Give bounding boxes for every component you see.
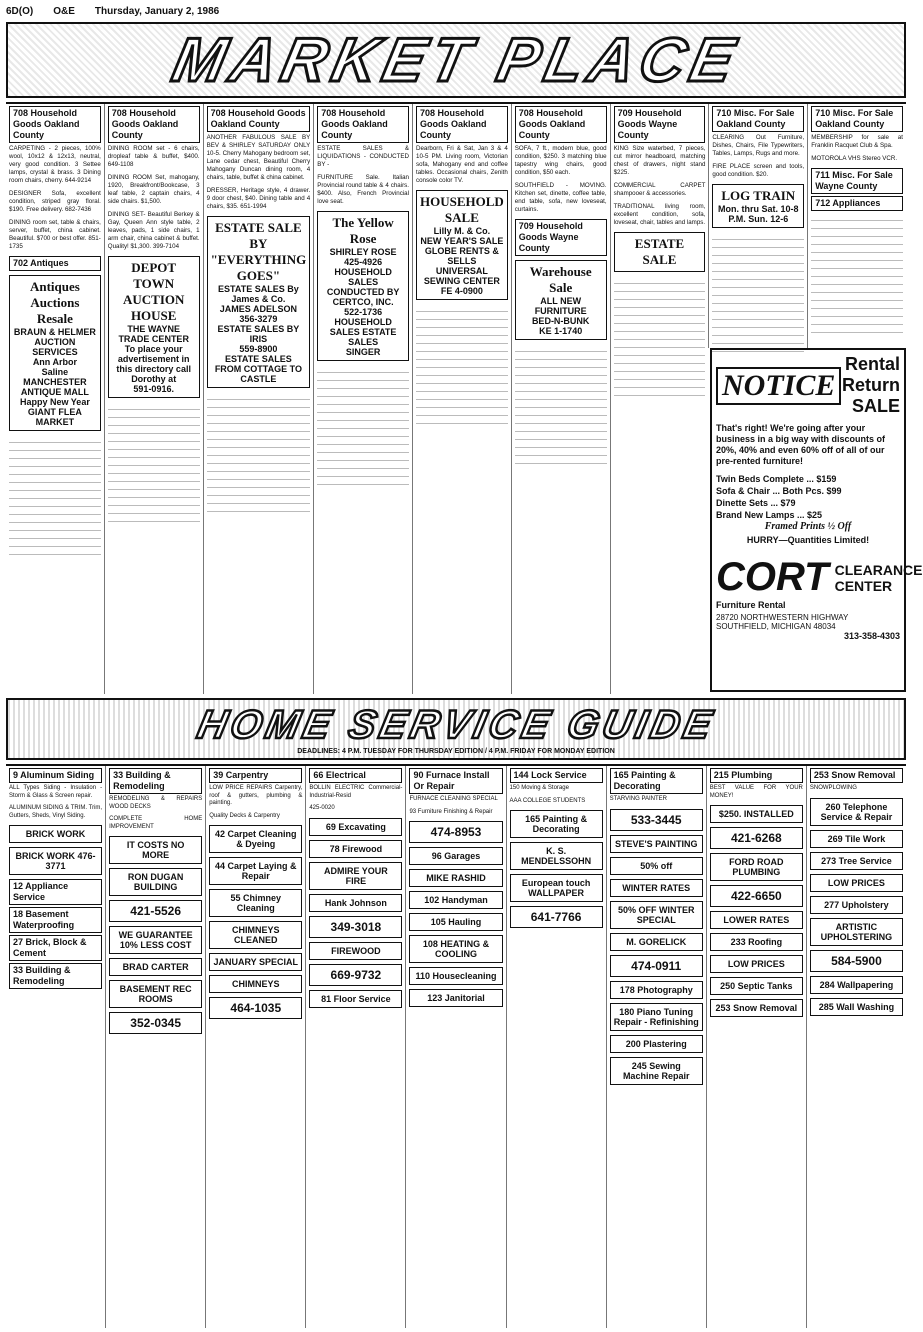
market-place-banner xyxy=(6,22,906,98)
text-filler xyxy=(515,344,607,464)
display-ad-line: 165 Painting & Decorating xyxy=(525,814,588,835)
service-display-ad xyxy=(309,942,402,960)
display-ad-line: 349-3018 xyxy=(330,919,382,934)
display-ad-line: 245 Sewing Machine Repair xyxy=(622,1060,690,1081)
service-ad: ALUMINUM SIDING & TRIM. Trim, Gutters, Sheds, Vinyl Siding. xyxy=(9,805,103,819)
service-display-ad xyxy=(309,964,402,986)
column-heading: 709 Household Goods Wayne County xyxy=(614,106,706,143)
framed-prints: Framed Prints ½ Off xyxy=(764,521,852,532)
display-ad-line: LOWER RATES xyxy=(723,915,790,926)
display-ad-line: Lilly M. & Co. xyxy=(433,226,491,236)
service-display-ad xyxy=(710,933,803,951)
service-display-ad xyxy=(9,825,102,843)
classified-ad: Dearborn, Fri & Sat, Jan 3 & 4 10-5 PM. Living room, Victorian sofa, Mahogany end and coffee tables. Occasional chairs, Zenith console color TV. xyxy=(416,145,508,184)
display-ad xyxy=(108,256,200,398)
display-ad-line: 96 Garages xyxy=(431,851,481,862)
service-display-ad xyxy=(710,999,803,1017)
text-filler xyxy=(207,392,311,512)
column-heading: 33 Building & Remodeling xyxy=(109,768,202,794)
display-ad-line: JAMES ADELSON xyxy=(219,304,297,314)
service-column xyxy=(6,766,105,1328)
column-subheading: 33 Building & Remodeling xyxy=(9,963,102,989)
service-column xyxy=(506,766,606,1328)
service-column xyxy=(606,766,706,1328)
service-display-ad xyxy=(510,842,603,870)
service-ad: SNOWPLOWING xyxy=(809,785,857,791)
classified-ad: CLEARING Out Furniture, Dishes, Chairs, File Typewriters, Tables, Lamps, Rugs and more. xyxy=(712,134,805,157)
column-heading: 710 Misc. For Sale Oakland County xyxy=(811,106,903,132)
service-column xyxy=(806,766,906,1328)
service-display-ad xyxy=(109,926,202,954)
display-ad-line: 269 Tile Work xyxy=(827,833,886,844)
display-ad-line: THE WAYNE TRADE CENTER xyxy=(118,324,189,344)
service-display-ad xyxy=(610,1057,703,1085)
text-filler xyxy=(712,232,804,352)
service-display-ad xyxy=(309,818,402,836)
display-ad-line: Antiques Auctions Resale xyxy=(29,279,80,326)
display-ad-line: FE 4-0900 xyxy=(440,286,483,296)
display-ad-line: IT COSTS NO MORE xyxy=(126,840,185,861)
market-column xyxy=(807,104,906,348)
service-display-ad xyxy=(409,967,502,985)
display-ad-line: ESTATE SALE BY "EVERYTHING GOES" xyxy=(210,220,307,283)
display-ad-line: ALL NEW FURNITURE xyxy=(534,296,587,316)
display-ad-line: 356-3279 xyxy=(239,314,278,324)
column-subheading: 12 Appliance Service xyxy=(9,879,102,905)
display-ad xyxy=(416,190,508,300)
service-ad: COMPLETE HOME IMPROVEMENT xyxy=(109,816,203,830)
service-ad: 93 Furniture Finishing & Repair xyxy=(409,808,493,815)
display-ad-line: 69 Excavating xyxy=(325,821,386,832)
display-ad-line: 474-0911 xyxy=(631,958,682,973)
sale-item: Twin Beds Complete ... $159 xyxy=(716,474,837,484)
service-ad: BEST VALUE FOR YOUR MONEY! xyxy=(709,785,803,799)
service-display-ad xyxy=(109,900,202,922)
display-ad-line: 105 Hauling xyxy=(430,917,482,928)
service-display-ad xyxy=(610,1003,703,1031)
service-display-ad xyxy=(710,853,803,881)
display-ad-line: STEVE'S PAINTING xyxy=(614,838,698,849)
running-header xyxy=(6,6,906,20)
display-ad-line: BRICK WORK xyxy=(25,829,86,840)
service-ad: 425-0020 xyxy=(309,805,335,812)
column-subheading: 702 Antiques xyxy=(9,256,101,271)
display-ad-line: GIANT FLEA MARKET xyxy=(27,407,82,427)
service-display-ad xyxy=(710,955,803,973)
clearance-center: CLEARANCE CENTER xyxy=(834,561,923,594)
display-ad-line: The Yellow Rose xyxy=(332,215,394,246)
display-ad-line: 44 Carpet Laying & Repair xyxy=(215,861,297,882)
display-ad-line: 522-1736 xyxy=(344,307,383,317)
service-display-ad xyxy=(610,835,703,853)
market-column xyxy=(6,104,104,694)
service-deadline: DEADLINES: 4 P.M. TUESDAY FOR THURSDAY EDITION / 4 P.M. FRIDAY FOR MONDAY EDITION xyxy=(297,748,615,755)
display-ad-line: 284 Wallpapering xyxy=(819,979,894,990)
display-ad-line: 591-0916. xyxy=(133,384,174,394)
market-column xyxy=(610,104,709,694)
display-ad-line: BASEMENT REC ROOMS xyxy=(119,984,192,1005)
display-ad-line: Dorothy at xyxy=(131,374,177,384)
display-ad-line: 285 Wall Washing xyxy=(818,1001,895,1012)
service-display-ad xyxy=(209,997,302,1019)
service-ad: BOLLIN ELECTRIC Commercial-Industrial-Resid xyxy=(309,785,403,799)
market-column xyxy=(708,104,807,348)
display-ad-line: 422-6650 xyxy=(730,889,782,904)
column-subheading: 711 Misc. For Sale Wayne County xyxy=(811,168,903,194)
service-display-ad xyxy=(409,891,502,909)
service-display-ad xyxy=(409,847,502,865)
service-display-ad xyxy=(810,830,903,848)
display-ad-line: 273 Tree Service xyxy=(821,855,892,866)
display-ad-line: HOUSEHOLD SALES ESTATE SALES xyxy=(329,317,397,347)
column-subheading: 27 Brick, Block & Cement xyxy=(9,935,102,961)
service-display-ad xyxy=(309,990,402,1008)
service-display-ad xyxy=(309,916,402,938)
display-ad-line: 559-8900 xyxy=(239,344,278,354)
display-ad-line: ARTISTIC UPHOLSTERING xyxy=(820,921,893,942)
display-ad-line: 178 Photography xyxy=(619,984,693,995)
classified-ad: DINING SET- Beautiful Berkey & Gay, Queen Ann style table, 2 leaves, pads, 1 side chairs, 1 arm chair, china cabinet & buffet. Quality! $1,300. 399-7104 xyxy=(107,211,200,250)
service-ad: LOW PRICE REPAIRS Carpentry, roof & gutters, plumbing & painting. xyxy=(209,785,303,807)
display-ad-line: LOG TRAIN xyxy=(721,188,796,203)
service-display-ad xyxy=(510,906,603,928)
service-display-ad xyxy=(610,955,703,977)
rental-return-ad xyxy=(710,348,923,692)
service-display-ad xyxy=(209,975,302,993)
service-display-ad xyxy=(510,810,603,838)
display-ad-line: 108 HEATING & COOLING xyxy=(422,939,490,960)
service-display-ad xyxy=(409,935,502,963)
service-display-ad xyxy=(710,885,803,907)
column-subheading: 712 Appliances xyxy=(811,196,903,211)
display-ad-line: 50% OFF WINTER SPECIAL xyxy=(617,904,695,925)
display-ad-line: MANCHESTER ANTIQUE MALL xyxy=(20,377,89,397)
page-number: 6D(O) xyxy=(6,6,34,17)
classified-ad: DINING ROOM Set, mahogany, 1920, Breakfront/Bookcase, 3 leaf table, 2 captain chairs, 4 side chairs. $1,500. xyxy=(107,174,200,205)
display-ad-line: LOW PRICES xyxy=(727,959,785,970)
service-display-ad xyxy=(510,874,603,902)
service-display-ad xyxy=(209,889,302,917)
column-heading: 215 Plumbing xyxy=(710,768,803,783)
service-display-ad xyxy=(710,827,803,849)
service-columns xyxy=(6,764,906,1328)
display-ad-line: HOUSEHOLD SALES CONDUCTED BY CERTCO, INC. xyxy=(326,267,400,307)
service-display-ad xyxy=(810,874,903,892)
column-heading: 144 Lock Service xyxy=(510,768,603,783)
column-heading: 9 Aluminum Siding xyxy=(9,768,102,783)
service-display-ad xyxy=(610,901,703,929)
service-column xyxy=(305,766,405,1328)
service-display-ad xyxy=(810,976,903,994)
market-column xyxy=(412,104,511,694)
classified-ad: MOTOROLA VHS Stereo VCR. xyxy=(811,155,898,162)
column-heading: 708 Household Goods Oakland County xyxy=(515,106,607,143)
service-display-ad xyxy=(610,809,703,831)
service-ad: STARVING PAINTER xyxy=(609,796,667,802)
display-ad-line: To place your advertisement in this directory call xyxy=(116,344,191,374)
display-ad-line: CHIMNEYS xyxy=(232,979,280,990)
display-ad-line: 180 Piano Tuning Repair - Refinishing xyxy=(613,1006,699,1027)
service-display-ad xyxy=(710,977,803,995)
service-display-ad xyxy=(810,852,903,870)
text-filler xyxy=(614,276,706,396)
text-filler xyxy=(317,365,409,485)
service-ad: FURNACE CLEANING SPECIAL xyxy=(409,796,498,802)
display-ad xyxy=(614,232,706,272)
display-ad-line: FIREWOOD xyxy=(331,945,381,956)
service-display-ad xyxy=(209,857,302,885)
display-ad-line: ESTATE SALE xyxy=(634,236,685,267)
market-column xyxy=(313,104,412,694)
column-heading: 710 Misc. For Sale Oakland County xyxy=(712,106,804,132)
display-ad-line: 55 Chimney Cleaning xyxy=(230,893,282,914)
display-ad xyxy=(515,260,607,340)
display-ad-line: European touch WALLPAPER xyxy=(521,878,591,899)
column-heading: 39 Carpentry xyxy=(209,768,302,783)
display-ad-line: KE 1-1740 xyxy=(539,326,583,336)
service-display-ad xyxy=(109,1012,202,1034)
service-display-ad xyxy=(309,862,402,890)
service-title: HOME SERVICE GUIDE xyxy=(193,703,720,747)
hurry-note: HURRY—Quantities Limited! xyxy=(746,535,870,545)
display-ad-line: BRICK WORK 476-3771 xyxy=(15,851,96,872)
display-ad-line: BRAD CARTER xyxy=(122,962,189,973)
service-ad: 150 Moving & Storage xyxy=(509,785,569,791)
sale-item: Brand New Lamps ... $25 xyxy=(716,510,823,520)
display-ad-line: 584-5900 xyxy=(831,953,882,968)
sale-item: Sofa & Chair ... Both Pcs. $99 xyxy=(716,486,842,496)
service-display-ad xyxy=(209,953,302,971)
service-display-ad xyxy=(109,836,202,864)
display-ad-line: RON DUGAN BUILDING xyxy=(127,872,184,893)
service-display-ad xyxy=(610,857,703,875)
classified-ad: DINING room set, table & chairs, server, buffet, china cabinet. Beautiful. $700 or best offer. 851-1735 xyxy=(9,219,101,250)
service-display-ad xyxy=(810,918,903,946)
display-ad-line: Ann Arbor xyxy=(32,357,77,367)
display-ad-line: UNIVERSAL SEWING CENTER xyxy=(423,266,500,286)
display-ad-line: Mon. thru Sat. 10-8 P.M. Sun. 12-6 xyxy=(718,204,799,224)
display-ad-line: ESTATE SALES By James & Co. xyxy=(218,284,299,304)
sale-item: Dinette Sets ... $79 xyxy=(716,498,796,508)
display-ad-line: ADMIRE YOUR FIRE xyxy=(323,865,388,886)
classified-ad: CARPETING - 2 pieces, 100% wool, 10x12 & 12x13, neutral, very good condition. 3 Settee lamps, crystal & brass. 3 Dining room chairs, cherry. 644-9214 xyxy=(9,145,101,184)
classified-ad: SOUTHFIELD - MOVING. Kitchen set, dinette, coffee table, end table, sofa, new loveseat, curtains. xyxy=(514,182,607,213)
column-heading: 66 Electrical xyxy=(309,768,402,783)
display-ad-line: JANUARY SPECIAL xyxy=(213,957,299,968)
display-ad xyxy=(317,211,409,361)
column-subheading: 709 Household Goods Wayne County xyxy=(515,219,607,256)
display-ad-line: 641-7766 xyxy=(530,910,582,925)
display-ad-line: WINTER RATES xyxy=(622,882,691,893)
paper-name: O&E xyxy=(53,6,75,17)
display-ad-line: 42 Carpet Cleaning & Dyeing xyxy=(215,829,297,850)
column-heading: 708 Household Goods Oakland County xyxy=(9,106,101,143)
display-ad xyxy=(207,216,311,388)
display-ad-line: Saline xyxy=(41,367,69,377)
sale-body: That's right! We're going after your business in a big way with discounts of 20%, 40% and even 60% off of all of our pre-rented furniture! xyxy=(716,423,886,466)
service-ad: ALL Types Siding - Insulation - Storm & Glass & Screen repair. xyxy=(9,785,103,799)
column-heading: 708 Household Goods Oakland County xyxy=(207,106,311,132)
classified-ad: TRADITIONAL living room, excellent condition, sofa, loveseat, chair, tables and lamps. xyxy=(613,203,706,226)
service-ad: REMODELING & REPAIRS WOOD DECKS xyxy=(109,796,203,810)
service-display-ad xyxy=(810,950,903,972)
column-heading: 708 Household Goods Oakland County xyxy=(416,106,508,143)
display-ad-line: Hank Johnson xyxy=(324,897,387,908)
service-display-ad xyxy=(209,921,302,949)
text-filler xyxy=(108,402,200,522)
classified-ad: ESTATE SALES & LIQUIDATIONS - CONDUCTED BY - xyxy=(317,145,409,168)
display-ad-line: GLOBE RENTS & SELLS xyxy=(424,246,499,266)
display-ad-line: 260 Telephone Service & Repair xyxy=(820,801,893,822)
market-column xyxy=(511,104,610,694)
display-ad-line: 277 Upholstery xyxy=(824,899,889,910)
display-ad-line: 78 Firewood xyxy=(329,843,383,854)
display-ad-line: 110 Housecleaning xyxy=(415,971,497,982)
display-ad-line: 533-3445 xyxy=(630,812,682,827)
issue-date: Thursday, January 2, 1986 xyxy=(94,6,220,17)
service-display-ad xyxy=(810,896,903,914)
display-ad-line: 421-5526 xyxy=(130,904,182,919)
text-filler xyxy=(416,304,508,424)
display-ad-line: HOUSEHOLD SALE xyxy=(420,194,504,225)
service-column xyxy=(706,766,806,1328)
display-ad-line: BRAUN & HELMER AUCTION SERVICES xyxy=(13,327,96,357)
service-display-ad xyxy=(309,840,402,858)
display-ad-line: DEPOT TOWN AUCTION HOUSE xyxy=(122,260,185,323)
service-display-ad xyxy=(710,805,803,823)
display-ad xyxy=(9,275,101,431)
display-ad xyxy=(712,184,804,228)
column-heading: 708 Household Goods Oakland County xyxy=(317,106,409,143)
text-filler xyxy=(811,213,903,333)
display-ad-line: 50% off xyxy=(640,860,673,871)
display-ad-line: SHIRLEY ROSE 425-4926 xyxy=(329,247,397,267)
market-column xyxy=(104,104,203,694)
display-ad-line: 352-0345 xyxy=(130,1016,182,1031)
service-display-ad xyxy=(109,980,202,1008)
service-display-ad xyxy=(109,958,202,976)
display-ad-line: Happy New Year xyxy=(19,397,90,407)
classified-ad: COMMERCIAL CARPET shampooer & accessories. xyxy=(613,182,706,197)
service-display-ad xyxy=(409,869,502,887)
column-subheading: 18 Basement Waterproofing xyxy=(9,907,102,933)
column-heading: 165 Painting & Decorating xyxy=(610,768,703,794)
classified-ad: MEMBERSHIP for sale at Franklin Racquet Club & Spa. xyxy=(811,134,903,149)
notice-label: NOTICE xyxy=(716,367,841,405)
cort-subtitle: Furniture Rental xyxy=(716,600,786,610)
home-service-banner xyxy=(6,698,906,760)
display-ad-line: M. GORELICK xyxy=(626,936,687,947)
cort-phone: 313-358-4303 xyxy=(843,631,900,641)
service-display-ad xyxy=(610,933,703,951)
display-ad-line: 81 Floor Service xyxy=(321,993,391,1004)
service-display-ad xyxy=(710,911,803,929)
display-ad-line: MIKE RASHID xyxy=(426,873,486,884)
display-ad-line: 250 Septic Tanks xyxy=(720,981,793,992)
classified-ad: FURNITURE Sale. Italian Provincial round table & 4 chairs. $400. Also, French Provincial love seat. xyxy=(317,174,409,205)
display-ad-line: 669-9732 xyxy=(330,967,382,982)
classified-ad: DESIGNER Sofa, excellent condition, striped gray floral. $190. Free delivery. 682-7436 xyxy=(9,190,101,213)
service-display-ad xyxy=(810,998,903,1016)
display-ad-line: 474-8953 xyxy=(430,825,482,840)
display-ad-line: LOW PRICES xyxy=(827,877,885,888)
service-display-ad xyxy=(610,981,703,999)
display-ad-line: WE GUARANTEE 10% LESS COST xyxy=(118,930,193,951)
service-display-ad xyxy=(9,847,102,875)
display-ad-line: 200 Plastering xyxy=(625,1038,687,1049)
banner-title: MARKET PLACE xyxy=(166,25,746,95)
display-ad-line: Warehouse Sale xyxy=(529,264,592,295)
sale-title: Rental Return SALE xyxy=(842,354,900,416)
service-display-ad xyxy=(610,879,703,897)
service-column xyxy=(105,766,205,1328)
service-display-ad xyxy=(309,894,402,912)
service-column xyxy=(205,766,305,1328)
classified-ad: SOFA, 7 ft., modern blue, good condition, $250. 3 matching blue tapestry wing chairs, good condition, $50 each. xyxy=(514,145,607,176)
display-ad-line: 464-1035 xyxy=(230,1001,282,1016)
market-column xyxy=(203,104,314,694)
text-filler xyxy=(9,435,101,555)
column-heading: 708 Household Goods Oakland County xyxy=(108,106,200,143)
display-ad-line: 233 Roofing xyxy=(730,937,783,948)
cort-address: 28720 NORTHWESTERN HIGHWAY SOUTHFIELD, MICHIGAN 48034 xyxy=(716,613,849,631)
service-ad: AAA COLLEGE STUDENTS xyxy=(509,797,586,804)
service-column xyxy=(405,766,505,1328)
display-ad-line: 102 Handyman xyxy=(424,895,488,906)
classified-ad: DINING ROOM set - 6 chairs, dropleaf table & buffet, $400. 649-1108 xyxy=(107,145,200,168)
display-ad-line: 421-6268 xyxy=(730,831,782,846)
service-display-ad xyxy=(209,825,302,853)
service-display-ad xyxy=(409,821,502,843)
classified-ad: KING Size waterbed, 7 pieces, cut mirror headboard, matching chest of drawers, night stand $225. xyxy=(613,145,706,176)
service-display-ad xyxy=(409,913,502,931)
service-display-ad xyxy=(610,1035,703,1053)
service-display-ad xyxy=(409,989,502,1007)
column-heading: 253 Snow Removal xyxy=(810,768,903,783)
cort-logo: CORT xyxy=(716,555,829,599)
display-ad-line: NEW YEAR'S SALE xyxy=(420,236,504,246)
display-ad-line: ESTATE SALES FROM COTTAGE TO CASTLE xyxy=(214,354,302,384)
display-ad-line: BED-N-BUNK xyxy=(531,316,590,326)
classified-ad: ANOTHER FABULOUS SALE BY BEV & SHIRLEY SATURDAY ONLY 10-5. Cherry Mahogany bedroom set, Lane cedar chest, Beautiful Cherry Mahogany Duncan dining room, 4 chairs, table, buffet & china cabinet. xyxy=(206,134,311,181)
display-ad-line: SINGER xyxy=(345,347,381,357)
display-ad-line: ESTATE SALES BY IRIS xyxy=(217,324,300,344)
display-ad-line: 253 Snow Removal xyxy=(715,1003,798,1014)
column-heading: 90 Furnace Install Or Repair xyxy=(409,768,502,794)
service-display-ad xyxy=(810,798,903,826)
display-ad-line: CHIMNEYS CLEANED xyxy=(232,925,280,946)
display-ad-line: K. S. MENDELSSOHN xyxy=(521,846,592,867)
classified-ad: DRESSER, Heritage style, 4 drawer. 9 door chest, $40. Dining table and 4 chairs, $35. 651-1994 xyxy=(206,187,311,210)
display-ad-line: 123 Janitorial xyxy=(427,993,485,1004)
classified-ad: FIRE PLACE screen and tools, good condition. $20. xyxy=(712,163,805,178)
service-display-ad xyxy=(109,868,202,896)
display-ad-line: $250. INSTALLED xyxy=(718,809,794,820)
service-ad: Quality Decks & Carpentry xyxy=(209,812,280,819)
display-ad-line: FORD ROAD PLUMBING xyxy=(729,857,784,878)
sale-items xyxy=(716,473,900,521)
